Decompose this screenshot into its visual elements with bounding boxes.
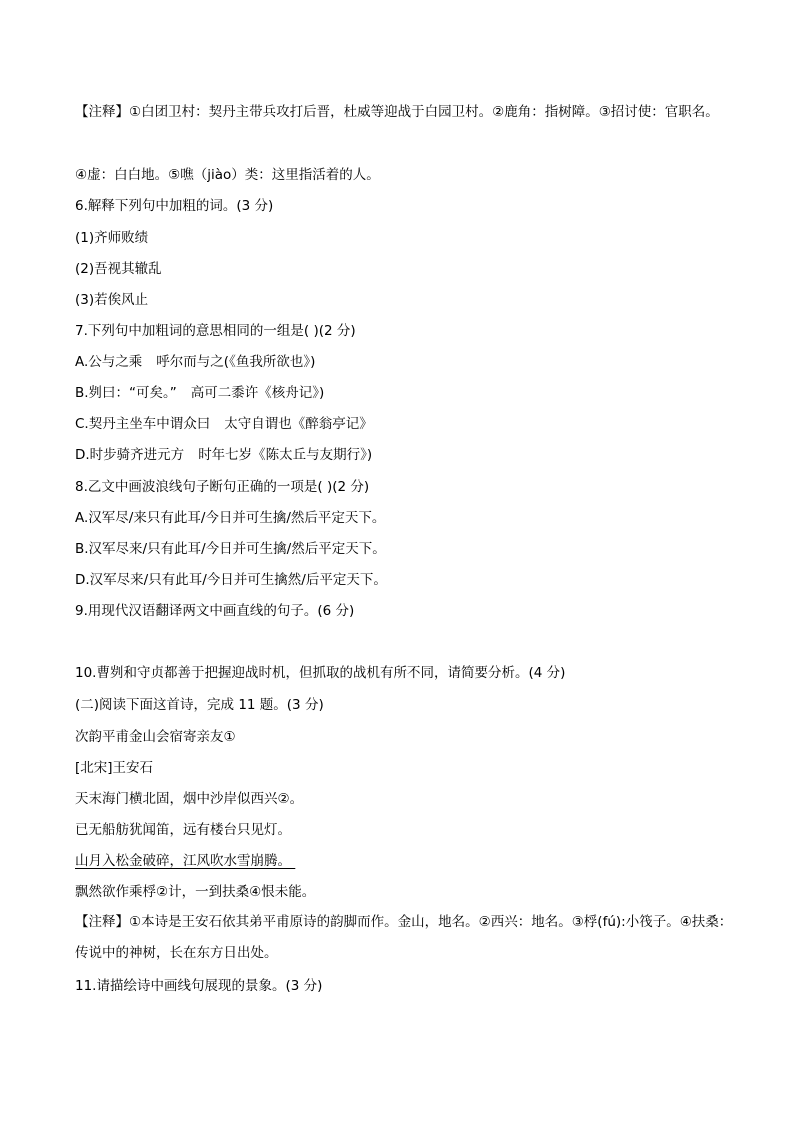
option-left: A.公与之乘 xyxy=(75,354,143,370)
question-11-stem: 11.请描绘诗中画线句展现的景象。(3 分) xyxy=(75,978,323,994)
question-6-item: (3)若俟风止 xyxy=(75,292,149,308)
underlined-text: 山月入松金破碎，江风吹水雪崩腾。 xyxy=(75,853,291,869)
question-8-option-a: A.汉军尽/来只有此耳/今日并可生擒/然后平定天下。 xyxy=(75,510,386,526)
poem-author: [北宋]王安石 xyxy=(75,760,154,776)
question-6-item: (2)吾视其辙乱 xyxy=(75,261,162,277)
question-7-stem: 7.下列句中加粗词的意思相同的一组是( )(2 分) xyxy=(75,323,356,339)
annotation-note-1-cont: ④虚：白白地。⑤噍（jiào）类：这里指活着的人。 xyxy=(75,167,380,183)
section-2-heading: (二)阅读下面这首诗，完成 11 题。(3 分) xyxy=(75,697,324,713)
question-6-stem: 6.解释下列句中加粗的词。(3 分) xyxy=(75,198,274,214)
poem-line: 天末海门横北固，烟中沙岸似西兴②。 xyxy=(75,791,304,807)
question-6-item: (1)齐师败绩 xyxy=(75,230,149,246)
poem-line: 飘然欲作乘桴②计，一到扶桑④恨未能。 xyxy=(75,884,316,900)
option-left: C.契丹主坐车中谓众曰 xyxy=(75,416,211,432)
question-10-stem: 10.曹刿和守贞都善于把握迎战时机，但抓取的战机有所不同，请简要分析。(4 分) xyxy=(75,665,566,681)
option-left: B.刿曰：“可矣。” xyxy=(75,385,177,401)
question-8-option-b: B.汉军尽来/只有此耳/今日并可生擒/然后平定天下。 xyxy=(75,541,386,557)
annotation-note-2: 【注释】①本诗是王安石依其弟平甫原诗的韵脚而作。金山，地名。②西兴：地名。③桴(fú):小筏子。④扶桑：传说中的神树，长在东方日出处。 xyxy=(75,914,733,961)
question-8-option-d: D.汉军尽来/只有此耳/今日并可生擒然/后平定天下。 xyxy=(75,572,387,588)
question-7-option-d xyxy=(75,445,735,465)
question-7-option-a xyxy=(75,352,735,372)
option-right: 呼尔而与之(《鱼我所欲也》) xyxy=(156,354,316,370)
poem-title: 次韵平甫金山会宿寄亲友① xyxy=(75,729,236,745)
poem-line-underlined xyxy=(75,851,735,871)
question-8-stem: 8.乙文中画波浪线句子断句正确的一项是( )(2 分) xyxy=(75,479,370,495)
option-right: 太守自谓也《醉翁亭记》 xyxy=(224,416,373,432)
question-9-stem: 9.用现代汉语翻译两文中画直线的句子。(6 分) xyxy=(75,603,355,619)
question-7-option-b xyxy=(75,383,735,403)
poem-line: 已无船舫犹闻笛，远有楼台只见灯。 xyxy=(75,822,291,838)
option-right: 高可二黍许《核舟记》) xyxy=(190,385,325,401)
question-7-option-c xyxy=(75,414,735,434)
option-left: D.时步骑齐进元方 xyxy=(75,447,185,463)
option-right: 时年七岁《陈太丘与友期行》) xyxy=(198,447,373,463)
annotation-note-1: 【注释】①白团卫村：契丹主带兵攻打后晋，杜威等迎战于白园卫村。②鹿角：指树障。③招讨使：官职名。 xyxy=(75,104,719,120)
